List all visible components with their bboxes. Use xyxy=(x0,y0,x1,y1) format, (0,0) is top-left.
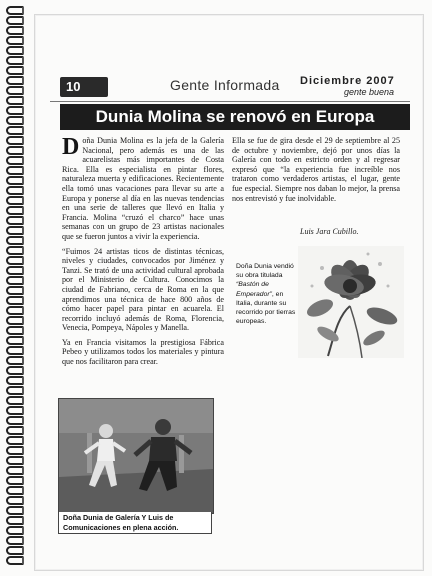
binding-ring xyxy=(6,546,24,555)
binding-ring xyxy=(6,386,24,395)
issue-date: Diciembre 2007 xyxy=(300,75,395,87)
binding-ring xyxy=(6,256,24,265)
binding-ring xyxy=(6,36,24,45)
binding-ring xyxy=(6,326,24,335)
artwork-title: “Bastón de Emperador” xyxy=(236,281,272,298)
binding-ring xyxy=(6,426,24,435)
paragraph xyxy=(62,136,224,242)
binding-ring xyxy=(6,556,24,565)
binding-ring xyxy=(6,76,24,85)
binding-ring xyxy=(6,56,24,65)
binding-ring xyxy=(6,446,24,455)
dance-photo-image xyxy=(59,399,213,513)
binding-ring xyxy=(6,506,24,515)
binding-ring xyxy=(6,86,24,95)
binding-ring xyxy=(6,166,24,175)
paragraph-text: oña Dunia Molina es la jefa de la Galería Nacional, pero además es una de las acuarelistas más importantes de Costa Rica. Ella es especialista en pintar flores, naturaleza muerta y edificaciones. Recientemente ella tomó unas vacaciones para llevar su arte a Europa y ponerse al día en las nuevas tendencias en una serie de talleres que llevó en Italia y Francia. Molina “cruzó el charco” hace unas semanas con un grupo de 23 artistas nacionales que se fueron juntos a vivir la experiencia. xyxy=(62,136,224,241)
paragraph: Ya en Francia visitamos la prestigiosa Fábrica Pebeo y utilizamos todos los materiales y pintura que nos facilitaron para crear. xyxy=(62,337,224,367)
binding-ring xyxy=(6,146,24,155)
binding-ring xyxy=(6,136,24,145)
binding-ring xyxy=(6,476,24,485)
caption-text: , en Italia, durante su recorrido por tierras europeas. xyxy=(236,290,296,326)
binding-ring xyxy=(6,336,24,345)
binding-ring xyxy=(6,516,24,525)
binding-ring xyxy=(6,276,24,285)
flower-caption xyxy=(236,262,296,326)
binding-ring xyxy=(6,296,24,305)
binding-ring xyxy=(6,526,24,535)
binding-ring xyxy=(6,286,24,295)
binding-ring xyxy=(6,116,24,125)
binding-ring xyxy=(6,66,24,75)
binding-ring xyxy=(6,106,24,115)
binding-ring xyxy=(6,346,24,355)
paragraph: Ella se fue de gira desde el 29 de septiembre al 25 de octubre y noviembre, dejó por unos días la Galería con todo en estricto orden y al regresar expresó que “la experiencia fue increíble nos trataron como verdaderos artistas, el lugar, gente fue especial. Siempre nos daban lo mejor, la prensa nos entrevistó y fue inolvidable. xyxy=(232,136,400,203)
publication-name: gente buena xyxy=(344,87,395,97)
article-column-2 xyxy=(232,136,400,208)
article-column-1 xyxy=(62,136,224,372)
binding-ring xyxy=(6,306,24,315)
binding-ring xyxy=(6,246,24,255)
binding-ring xyxy=(6,236,24,245)
photo-caption: Doña Dunia de Galería Y Luis de Comunicaciones en plena acción. xyxy=(58,512,212,534)
spiral-binding xyxy=(0,6,30,572)
flower-painting-image xyxy=(298,246,404,358)
page-number: 10 xyxy=(60,77,108,97)
binding-ring xyxy=(6,436,24,445)
binding-ring xyxy=(6,416,24,425)
binding-ring xyxy=(6,316,24,325)
page-header xyxy=(50,75,410,101)
header-rule xyxy=(50,101,410,102)
paragraph: “Fuimos 24 artistas ticos de distintas técnicas, niveles y ciudades, convocados por Jiménez y Tanzi. Se trató de una actividad cultural aprobada por el Ministerio de Cultura. Conocimos la ciudad de Fabriano, cerca de Roma en la que aprendimos una técnica de hace 800 años de cómo hacer papel para pintar en acuarela. El recorrido incluyó además de Roma, Florencia, Venecia, Pompeya, Nápoles y Manella. xyxy=(62,246,224,333)
binding-ring xyxy=(6,366,24,375)
binding-ring xyxy=(6,376,24,385)
binding-ring xyxy=(6,96,24,105)
dance-photo xyxy=(58,398,214,514)
article-headline: Dunia Molina se renovó en Europa xyxy=(60,104,410,130)
binding-ring xyxy=(6,406,24,415)
drop-cap: D xyxy=(62,134,80,160)
binding-ring xyxy=(6,196,24,205)
binding-ring xyxy=(6,456,24,465)
binding-ring xyxy=(6,156,24,165)
binding-ring xyxy=(6,266,24,275)
binding-ring xyxy=(6,466,24,475)
binding-ring xyxy=(6,126,24,135)
binding-ring xyxy=(6,6,24,15)
binding-ring xyxy=(6,496,24,505)
binding-ring xyxy=(6,486,24,495)
binding-ring xyxy=(6,536,24,545)
article-byline: Luis Jara Cubillo. xyxy=(300,227,359,236)
binding-ring xyxy=(6,396,24,405)
binding-ring xyxy=(6,26,24,35)
binding-ring xyxy=(6,176,24,185)
binding-ring xyxy=(6,46,24,55)
binding-ring xyxy=(6,356,24,365)
binding-ring xyxy=(6,16,24,25)
binding-ring xyxy=(6,186,24,195)
binding-ring xyxy=(6,216,24,225)
caption-text: Doña Dunia vendió su obra titulada xyxy=(236,263,294,280)
section-title: Gente Informada xyxy=(170,77,280,93)
binding-ring xyxy=(6,226,24,235)
binding-ring xyxy=(6,206,24,215)
